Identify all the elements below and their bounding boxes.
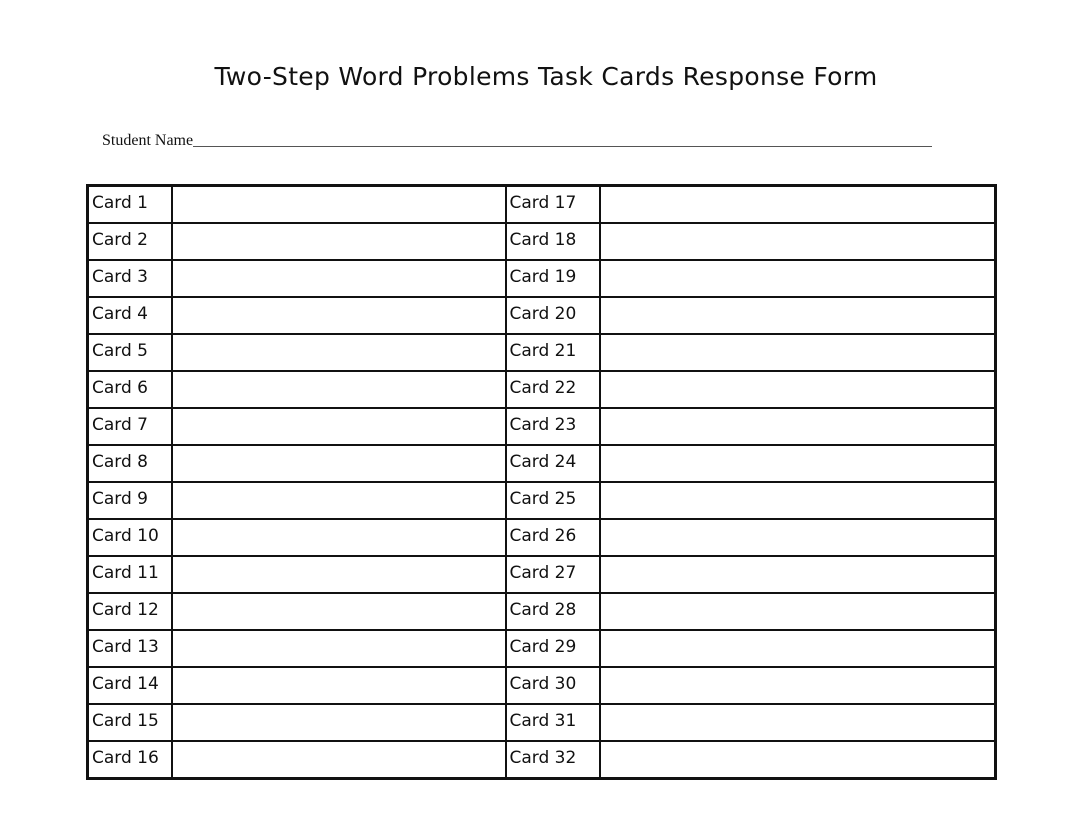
card-label-right: Card 24 bbox=[506, 445, 600, 482]
card-label-right: Card 26 bbox=[506, 519, 600, 556]
card-label-right: Card 17 bbox=[506, 186, 600, 224]
answer-cell-left[interactable] bbox=[172, 260, 506, 297]
student-name-row bbox=[102, 128, 932, 150]
card-label-left: Card 2 bbox=[88, 223, 172, 260]
card-label-left: Card 16 bbox=[88, 741, 172, 779]
card-label-left: Card 14 bbox=[88, 667, 172, 704]
card-label-right: Card 18 bbox=[506, 223, 600, 260]
table-row bbox=[88, 260, 996, 297]
card-label-left: Card 5 bbox=[88, 334, 172, 371]
answer-cell-right[interactable] bbox=[600, 519, 996, 556]
answer-cell-right[interactable] bbox=[600, 297, 996, 334]
answer-cell-left[interactable] bbox=[172, 223, 506, 260]
card-label-right: Card 22 bbox=[506, 371, 600, 408]
answer-cell-left[interactable] bbox=[172, 408, 506, 445]
card-label-right: Card 23 bbox=[506, 408, 600, 445]
card-label-left: Card 11 bbox=[88, 556, 172, 593]
table-row bbox=[88, 667, 996, 704]
table-row bbox=[88, 482, 996, 519]
answer-cell-left[interactable] bbox=[172, 297, 506, 334]
table-row bbox=[88, 519, 996, 556]
card-label-left: Card 10 bbox=[88, 519, 172, 556]
answer-cell-right[interactable] bbox=[600, 371, 996, 408]
answer-cell-right[interactable] bbox=[600, 482, 996, 519]
answer-cell-left[interactable] bbox=[172, 630, 506, 667]
card-label-right: Card 19 bbox=[506, 260, 600, 297]
table-row bbox=[88, 741, 996, 779]
answer-cell-right[interactable] bbox=[600, 667, 996, 704]
answer-cell-left[interactable] bbox=[172, 704, 506, 741]
answer-cell-right[interactable] bbox=[600, 260, 996, 297]
student-name-label: Student Name bbox=[102, 132, 194, 149]
answer-cell-left[interactable] bbox=[172, 482, 506, 519]
answer-cell-left[interactable] bbox=[172, 556, 506, 593]
card-label-right: Card 25 bbox=[506, 482, 600, 519]
card-label-right: Card 31 bbox=[506, 704, 600, 741]
card-label-right: Card 20 bbox=[506, 297, 600, 334]
table-row bbox=[88, 297, 996, 334]
card-label-left: Card 1 bbox=[88, 186, 172, 224]
answer-cell-left[interactable] bbox=[172, 186, 506, 224]
answer-cell-right[interactable] bbox=[600, 223, 996, 260]
table-row bbox=[88, 704, 996, 741]
answer-cell-left[interactable] bbox=[172, 334, 506, 371]
answer-cell-right[interactable] bbox=[600, 334, 996, 371]
form-title: Two-Step Word Problems Task Cards Response Form bbox=[214, 62, 878, 91]
answer-cell-right[interactable] bbox=[600, 445, 996, 482]
answer-cell-right[interactable] bbox=[600, 408, 996, 445]
answer-cell-left[interactable] bbox=[172, 593, 506, 630]
card-label-right: Card 32 bbox=[506, 741, 600, 779]
answer-cell-right[interactable] bbox=[600, 186, 996, 224]
table-row bbox=[88, 371, 996, 408]
table-row bbox=[88, 223, 996, 260]
card-label-left: Card 9 bbox=[88, 482, 172, 519]
answer-cell-right[interactable] bbox=[600, 556, 996, 593]
answer-cell-left[interactable] bbox=[172, 741, 506, 779]
answer-cell-right[interactable] bbox=[600, 630, 996, 667]
answer-cell-left[interactable] bbox=[172, 667, 506, 704]
card-label-left: Card 15 bbox=[88, 704, 172, 741]
card-label-left: Card 4 bbox=[88, 297, 172, 334]
card-label-left: Card 6 bbox=[88, 371, 172, 408]
card-label-right: Card 21 bbox=[506, 334, 600, 371]
card-label-left: Card 3 bbox=[88, 260, 172, 297]
table-row bbox=[88, 408, 996, 445]
answer-cell-left[interactable] bbox=[172, 519, 506, 556]
table-row bbox=[88, 593, 996, 630]
table-row bbox=[88, 186, 996, 224]
student-name-line[interactable] bbox=[193, 146, 932, 147]
card-label-left: Card 12 bbox=[88, 593, 172, 630]
table-row bbox=[88, 334, 996, 371]
answer-cell-left[interactable] bbox=[172, 371, 506, 408]
answer-cell-right[interactable] bbox=[600, 593, 996, 630]
card-label-left: Card 7 bbox=[88, 408, 172, 445]
card-label-right: Card 27 bbox=[506, 556, 600, 593]
card-label-right: Card 28 bbox=[506, 593, 600, 630]
table-row bbox=[88, 630, 996, 667]
answer-cell-right[interactable] bbox=[600, 741, 996, 779]
table-row bbox=[88, 556, 996, 593]
card-label-right: Card 29 bbox=[506, 630, 600, 667]
response-table-body bbox=[88, 186, 996, 779]
answer-cell-left[interactable] bbox=[172, 445, 506, 482]
response-table bbox=[86, 184, 997, 780]
card-label-left: Card 8 bbox=[88, 445, 172, 482]
answer-cell-right[interactable] bbox=[600, 704, 996, 741]
card-label-right: Card 30 bbox=[506, 667, 600, 704]
card-label-left: Card 13 bbox=[88, 630, 172, 667]
table-row bbox=[88, 445, 996, 482]
